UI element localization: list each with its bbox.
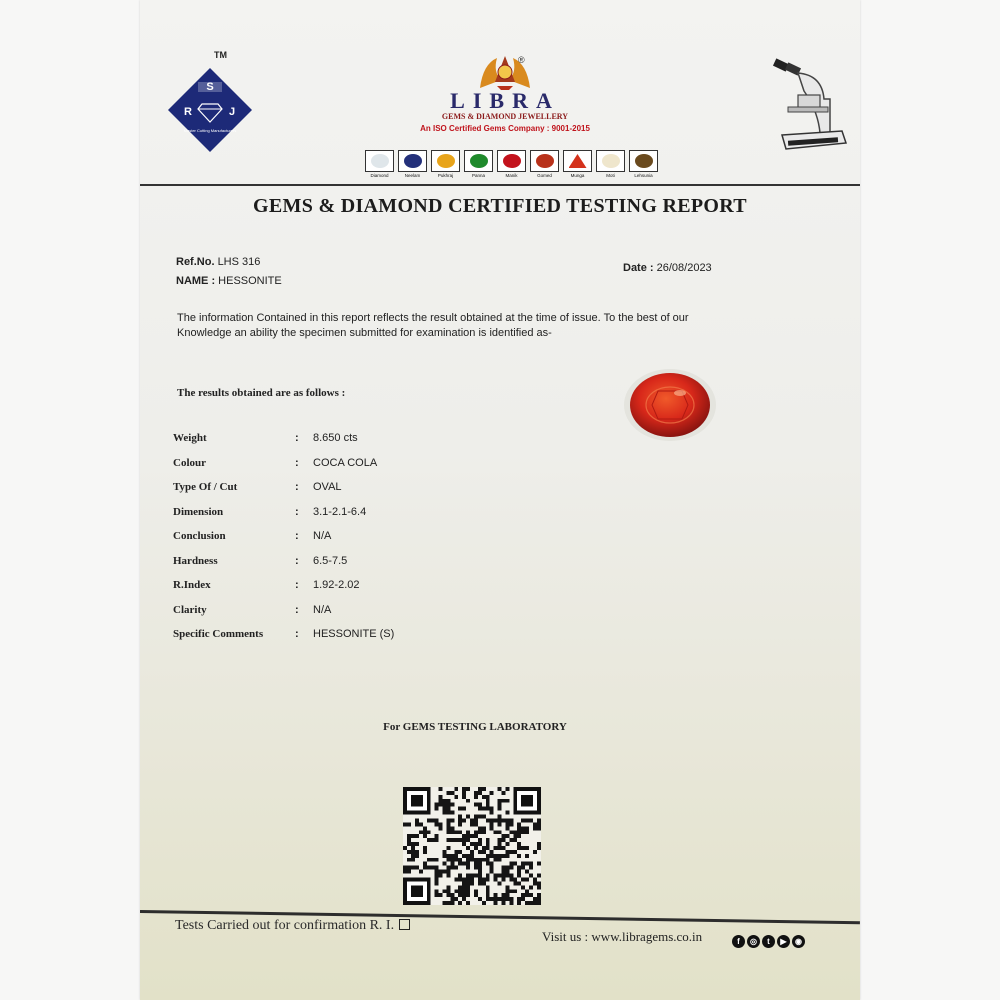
date-label: Date : [623, 262, 654, 274]
qr-code [402, 787, 542, 905]
gem-label: Pukhraj [437, 173, 454, 178]
property-value: HESSONITE (S) [313, 628, 395, 640]
gem-swatch-munga [563, 150, 592, 178]
gem-icon [563, 150, 592, 172]
property-label: Hardness [173, 554, 218, 567]
property-value: 1.92-2.02 [313, 579, 360, 591]
registered-mark: ® [518, 55, 525, 65]
gem-icon [530, 150, 559, 172]
iso-certification: An ISO Certified Gems Company : 9001-2015 [420, 124, 590, 133]
gem-label: Moti [606, 173, 615, 178]
property-colon: : [295, 432, 299, 444]
svg-text:Master Cutting Manufacturers: Master Cutting Manufacturers [183, 128, 237, 133]
property-colon: : [295, 628, 299, 640]
twitter-icon: t [762, 935, 775, 948]
gem-swatch-moti [596, 150, 625, 178]
svg-text:J: J [228, 106, 236, 118]
gem-swatch-manik [497, 150, 526, 178]
facebook-icon: f [732, 935, 745, 948]
tests-text: Tests Carried out for confirmation R. I. [175, 918, 395, 933]
name-value: HESSONITE [218, 275, 282, 287]
name-label: NAME : [176, 275, 216, 287]
svg-text:R: R [184, 106, 192, 118]
gem-label: Manik [505, 173, 518, 178]
property-label: Specific Comments [173, 628, 264, 640]
property-value: 6.5-7.5 [313, 554, 348, 567]
property-colon: : [295, 603, 299, 616]
libra-crest-icon [475, 50, 535, 92]
microscope-icon [770, 55, 850, 155]
social-icons [732, 935, 805, 948]
date-value: 26/08/2023 [656, 262, 712, 274]
property-label: Type Of / Cut [173, 481, 238, 493]
report-title: GEMS & DIAMOND CERTIFIED TESTING REPORT [253, 195, 747, 217]
gem-label: Gomed [537, 173, 552, 178]
background-right [860, 0, 1000, 1000]
property-label: Conclusion [173, 530, 226, 542]
property-colon: : [295, 530, 299, 542]
gem-swatch-gomed [530, 150, 559, 178]
property-colon: : [295, 456, 299, 469]
gem-label: Diamond [370, 173, 389, 178]
ref-number [176, 256, 260, 268]
gem-swatch-lehsunia [629, 150, 658, 178]
property-value: N/A [313, 530, 332, 542]
trademark-mark: TM [214, 50, 227, 60]
property-label: Clarity [173, 603, 207, 616]
whatsapp-icon: ◎ [747, 935, 760, 948]
property-label: Colour [173, 456, 206, 469]
report-date [623, 262, 712, 274]
property-value: COCA COLA [313, 456, 378, 469]
gem-label: Lehsunia [634, 173, 653, 178]
srj-logo [160, 60, 260, 160]
tests-confirmation [175, 918, 410, 934]
intro-line-1: The information Contained in this report reflects the result obtained at the time of issue. To the best of our [177, 312, 689, 324]
gem-icon [464, 150, 493, 172]
property-value: OVAL [313, 481, 342, 493]
intro-paragraph [177, 311, 787, 341]
intro-line-2: Knowledge an ability the specimen submitted for examination is identified as- [177, 327, 552, 339]
gem-strip [365, 150, 658, 178]
gem-label: Panna [471, 173, 485, 178]
property-colon: : [295, 579, 299, 591]
property-colon: : [295, 505, 299, 518]
property-value: 8.650 cts [313, 432, 358, 444]
certificate-sheet [140, 0, 860, 1000]
checkbox-icon [399, 919, 410, 930]
gem-swatch-panna [464, 150, 493, 178]
svg-text:S: S [206, 81, 214, 93]
instagram-icon: ◉ [792, 935, 805, 948]
youtube-icon: ▶ [777, 935, 790, 948]
results-heading: The results obtained are as follows : [177, 387, 346, 399]
header-divider [140, 184, 860, 186]
lab-signature-line: For GEMS TESTING LABORATORY [383, 721, 567, 733]
website-line: Visit us : www.libragems.co.in [542, 929, 703, 944]
gem-swatch-diamond [365, 150, 394, 178]
gem-swatch-neelam [398, 150, 427, 178]
gem-icon [365, 150, 394, 172]
gem-icon [596, 150, 625, 172]
ref-label: Ref.No. [176, 256, 215, 268]
gem-swatch-pukhraj [431, 150, 460, 178]
property-colon: : [295, 554, 299, 567]
gem-label: Munga [570, 173, 585, 178]
property-value: 3.1-2.1-6.4 [313, 505, 367, 518]
property-label: Dimension [173, 505, 224, 518]
brand-subtitle: GEMS & DIAMOND JEWELLERY [441, 112, 569, 121]
gem-label: Neelam [404, 173, 421, 178]
gemstone-photo [618, 365, 723, 445]
property-label: R.Index [173, 579, 211, 591]
background-left [0, 0, 140, 1000]
ref-value: LHS 316 [217, 256, 261, 268]
brand-name: LIBRA [450, 88, 560, 113]
gem-icon [497, 150, 526, 172]
gem-icon [629, 150, 658, 172]
property-colon: : [295, 481, 299, 493]
gem-icon [431, 150, 460, 172]
gem-icon [398, 150, 427, 172]
specimen-name [176, 275, 282, 287]
property-label: Weight [173, 432, 207, 444]
property-value: N/A [313, 603, 332, 616]
